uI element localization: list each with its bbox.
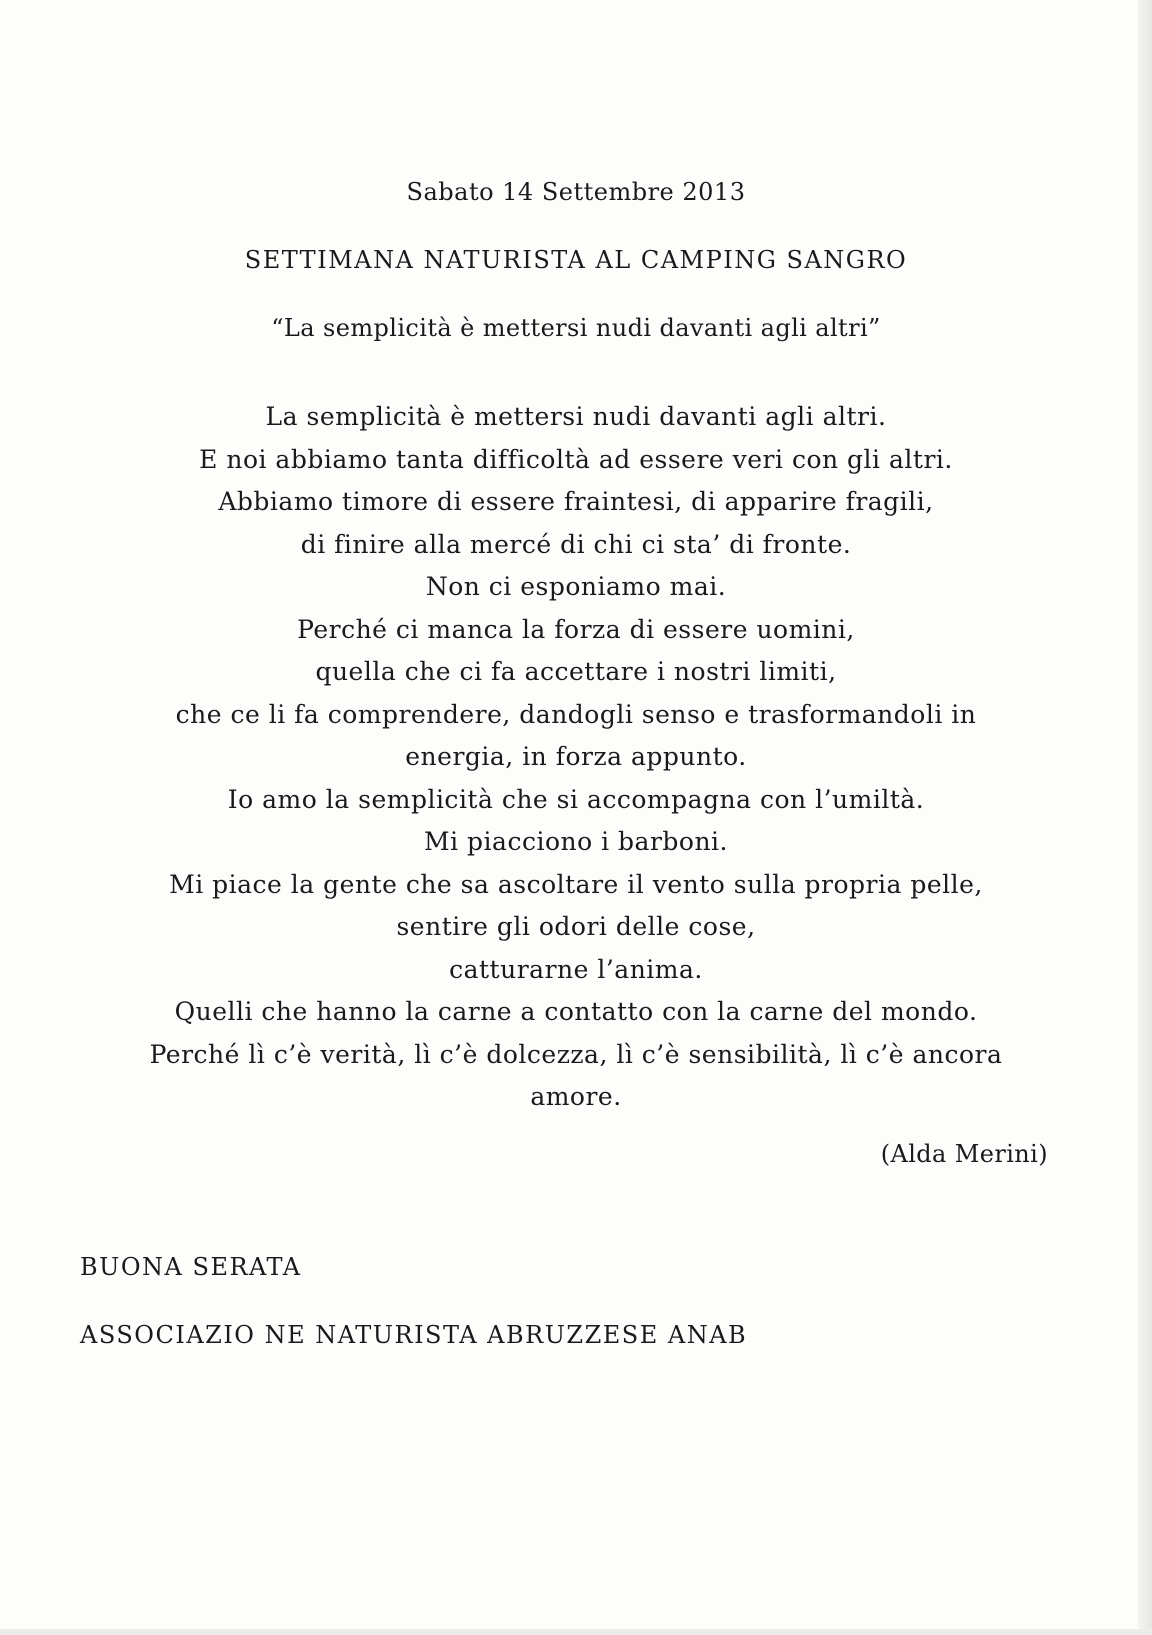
poem-line: Non ci esponiamo mai. xyxy=(425,572,727,601)
poem-line: Mi piace la gente che sa ascoltare il vento sulla propria pelle, xyxy=(169,869,983,899)
poem-line: energia, in forza appunto. xyxy=(405,742,747,771)
closing-greeting: BUONA SERATA xyxy=(80,1253,302,1281)
poem-line: Quelli che hanno la carne a contatto con la carne del mondo. xyxy=(174,997,978,1026)
poem-line: catturarne l’anima. xyxy=(449,954,703,984)
poem-line: Abbiamo timore di essere fraintesi, di apparire fragili, xyxy=(218,487,934,516)
scan-bottom-edge xyxy=(0,1629,1152,1635)
poem-line: Mi piacciono i barboni. xyxy=(424,827,728,856)
poem-line: Perché lì c’è verità, lì c’è dolcezza, lì c’è sensibilità, lì c’è ancora xyxy=(149,1039,1003,1069)
poem-line: Io amo la semplicità che si accompagna con l’umiltà. xyxy=(227,784,925,814)
poem-line: Perché ci manca la forza di essere uomini, xyxy=(297,614,855,644)
poem-line: La semplicità è mettersi nudi davanti agli altri. xyxy=(265,402,887,431)
poem-title: “La semplicità è mettersi nudi davanti agli altri” xyxy=(271,314,881,342)
poem-author: (Alda Merini) xyxy=(880,1140,1048,1168)
poem-line: E noi abbiamo tanta difficoltà ad essere veri con gli altri. xyxy=(199,444,953,474)
document-date: Sabato 14 Settembre 2013 xyxy=(406,178,746,206)
poem-text xyxy=(80,396,1072,1119)
poem-line: di finire alla mercé di chi ci sta’ di fronte. xyxy=(300,529,852,559)
poem-line: quella che ci fa accettare i nostri limiti, xyxy=(315,657,837,686)
poem-line: amore. xyxy=(530,1082,622,1111)
poem-line: sentire gli odori delle cose, xyxy=(396,912,756,941)
association-signature: ASSOCIAZIO NE NATURISTA ABRUZZESE ANAB xyxy=(80,1321,748,1349)
event-title: SETTIMANA NATURISTA AL CAMPING SANGRO xyxy=(244,246,908,274)
poem-line: che ce li fa comprendere, dandogli senso e trasformandoli in xyxy=(175,699,977,729)
